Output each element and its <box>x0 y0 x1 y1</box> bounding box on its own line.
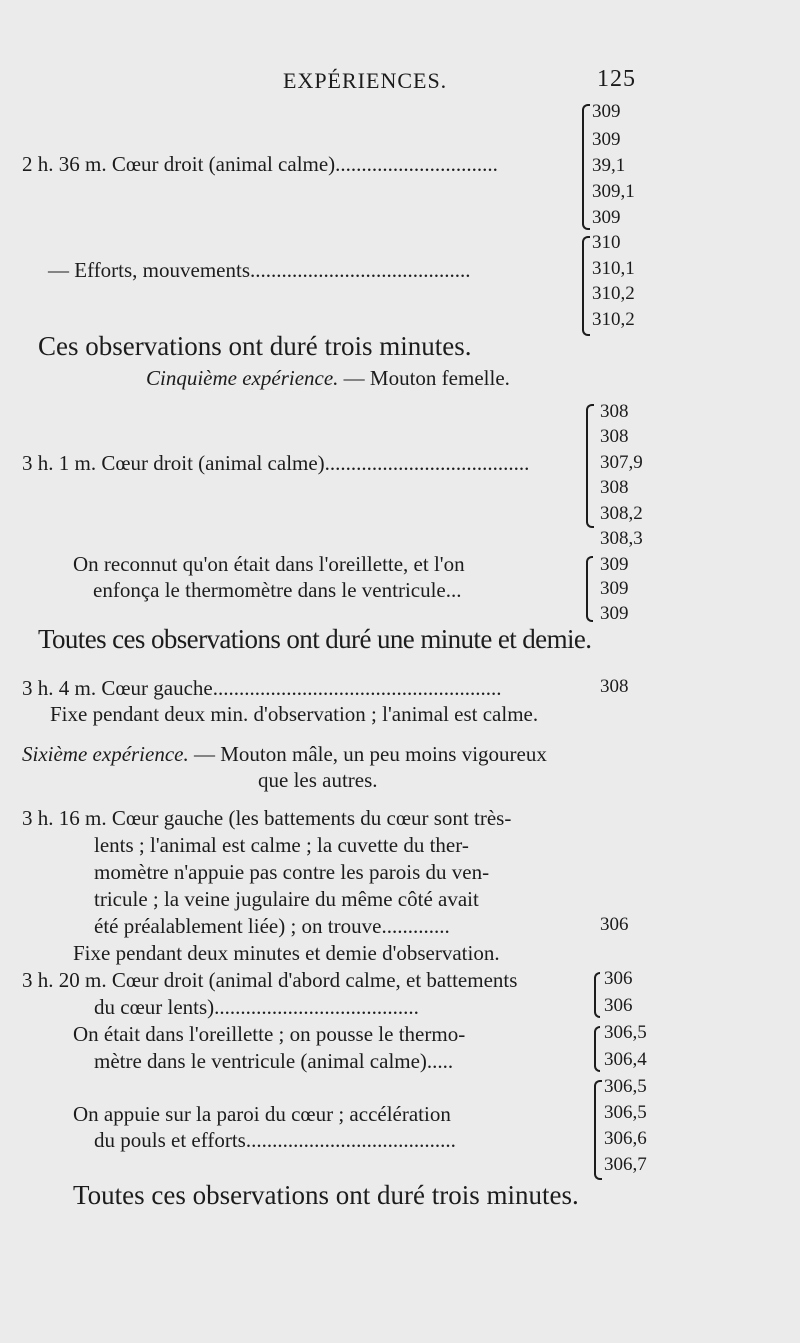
reading: 39,1 <box>592 155 626 176</box>
brace <box>586 404 594 528</box>
reading: 310,1 <box>592 258 635 279</box>
summary-line: Toutes ces observations ont duré une minute et demie. <box>38 624 592 654</box>
paragraph-line: tricule ; la veine jugulaire du même côté avait <box>94 887 479 911</box>
measurement-label: — Efforts, mouvements.......................................... <box>48 258 471 282</box>
paragraph-line: On était dans l'oreillette ; on pousse le thermo- <box>73 1022 466 1046</box>
reading: 306,5 <box>604 1022 647 1043</box>
reading: 308 <box>600 477 629 498</box>
measurement-label: 2 h. 36 m. Cœur droit (animal calme)............................... <box>22 152 498 176</box>
paragraph-line: du pouls et efforts........................................ <box>94 1128 456 1152</box>
measurement-label: 3 h. 1 m. Cœur droit (animal calme)....................................... <box>22 451 530 475</box>
reading: 310,2 <box>592 309 635 330</box>
note-line: enfonça le thermomètre dans le ventricule... <box>93 578 462 602</box>
reading: 306,7 <box>604 1154 647 1175</box>
brace <box>582 236 590 336</box>
paragraph-line: 3 h. 20 m. Cœur droit (animal d'abord calme, et battements <box>22 968 518 992</box>
paragraph-line: été préalablement liée) ; on trouve............. <box>94 914 450 938</box>
brace <box>594 1026 600 1072</box>
reading: 310,2 <box>592 283 635 304</box>
running-title: EXPÉRIENCES. <box>283 68 448 93</box>
reading: 308,3 <box>600 528 643 549</box>
brace <box>582 104 590 230</box>
reading: 308 <box>600 426 629 447</box>
paragraph-line: du cœur lents)....................................... <box>94 995 419 1019</box>
reading: 309 <box>600 554 629 575</box>
note-line: Fixe pendant deux min. d'observation ; l'animal est calme. <box>50 702 539 726</box>
experiment-subject: — Mouton mâle, un peu moins vigoureux <box>188 742 547 766</box>
reading: 309 <box>600 603 629 624</box>
paragraph-line: mètre dans le ventricule (animal calme)..... <box>94 1049 454 1073</box>
reading: 306,4 <box>604 1049 647 1070</box>
brace <box>594 1080 602 1180</box>
paragraph-line: On appuie sur la paroi du cœur ; accélération <box>73 1102 451 1126</box>
brace <box>586 556 593 622</box>
reading: 306 <box>604 995 633 1016</box>
reading: 306,5 <box>604 1102 647 1123</box>
reading: 307,9 <box>600 452 643 473</box>
reading: 309 <box>592 101 621 122</box>
reading: 309 <box>592 129 621 150</box>
reading: 306 <box>604 968 633 989</box>
experiment-heading <box>22 742 547 767</box>
reading: 306 <box>600 914 629 935</box>
note-line: On reconnut qu'on était dans l'oreillette, et l'on <box>73 552 465 576</box>
experiment-title: Cinquième expérience. <box>146 366 339 390</box>
note-line: Fixe pendant deux minutes et demie d'observation. <box>73 941 500 965</box>
experiment-heading <box>146 366 510 391</box>
paragraph-line: momètre n'appuie pas contre les parois du ven- <box>94 860 490 884</box>
measurement-label: 3 h. 4 m. Cœur gauche....................................................... <box>22 676 502 700</box>
reading: 310 <box>592 232 621 253</box>
reading: 309 <box>600 578 629 599</box>
summary-line: Toutes ces observations ont duré trois minutes. <box>73 1180 579 1210</box>
experiment-subject: — Mouton femelle. <box>338 366 510 390</box>
reading: 308,2 <box>600 503 643 524</box>
reading: 308 <box>600 676 629 697</box>
brace <box>594 972 600 1018</box>
page-header <box>0 68 800 98</box>
page-number: 125 <box>597 66 636 92</box>
reading: 306,6 <box>604 1128 647 1149</box>
paragraph-line: 3 h. 16 m. Cœur gauche (les battements du cœur sont très- <box>22 806 512 830</box>
summary-line: Ces observations ont duré trois minutes. <box>38 331 472 361</box>
paragraph-line: lents ; l'animal est calme ; la cuvette du ther- <box>94 833 469 857</box>
reading: 308 <box>600 401 629 422</box>
reading: 309,1 <box>592 181 635 202</box>
reading: 309 <box>592 207 621 228</box>
experiment-heading-cont: que les autres. <box>258 768 378 792</box>
experiment-title: Sixième expérience. <box>22 742 189 766</box>
reading: 306,5 <box>604 1076 647 1097</box>
